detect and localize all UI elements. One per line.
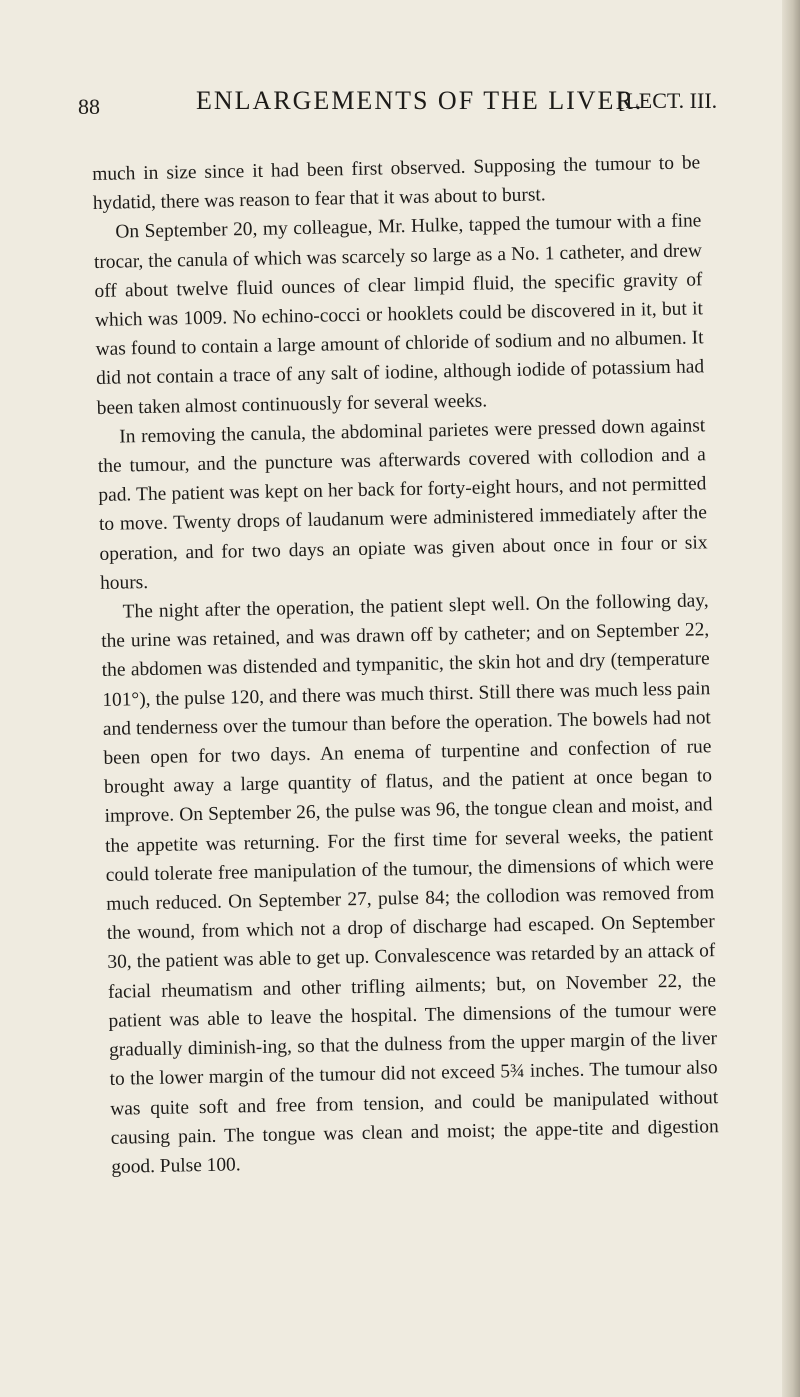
paragraph-tapping: On September 20, my colleague, Mr. Hulke, tapped the tumour with a fine trocar, the canula of which was scarcely so large as a No. 1 catheter, and drew off about twelve fluid ounces of clear limpid fluid, the specific gravity of which was 1009. No echino-cocci or hooklets could be discovered in it, but it was found to contain a large amount of chloride of sodium and no albumen. It did not contain a trace of any salt of iodine, although iodide of potassium had been taken almost continuously for several weeks. [93, 210, 705, 419]
lecture-reference: [LECT. III. [618, 88, 718, 113]
body-text [92, 148, 720, 1182]
page-number: 88 [78, 94, 100, 119]
paragraph-recovery: The night after the operation, the patient slept well. On the following day, the urine was retained, and was drawn off by catheter; and on September 22, the abdomen was distended and tympanitic, the skin hot and dry (temperature 101°), the pulse 120, and there was much thirst. Still there was much less pain and tenderness over the tumour than before the operation. The bowels had not been open for two days. An enema of turpentine and confection of rue brought away a large quantity of flatus, and the patient at once began to improve. On September 26, the pulse was 96, the tongue clean and moist, and the appetite was returning. For the first time for several weeks, the patient could tolerate free manipulation of the tumour, the dimensions of which were much reduced. On September 27, pulse 84; the collodion was removed from the wound, from which not a drop of discharge had escaped. On September 30, the patient was able to get up. Convalescence was retarded by an attack of facial rheumatism and other trifling ailments; but, on November 22, the patient was able to leave the hospital. The dimensions of the tumour were gradually diminish-ing, so that the dulness from the upper margin of the liver to the lower margin of the tumour did not exceed 5¾ inches. The tumour also was quite soft and free from tension, and could be manipulated without causing pain. The tongue was clean and moist; the appe-tite and digestion good. Pulse 100. [101, 590, 719, 1178]
page-edge-shadow [782, 0, 800, 1397]
paragraph-canula-removal: In removing the canula, the abdominal parietes were pressed down against the tumour, and the puncture was afterwards covered with collodion and a pad. The patient was kept on her back for forty-eight hours, and not permitted to move. Twenty drops of laudanum were administered immediately after the operation, and for two days an opiate was given about once in four or six hours. [97, 415, 708, 594]
running-title: ENLARGEMENTS OF THE LIVER. [196, 86, 644, 115]
page-header [78, 80, 718, 120]
paragraph-continuation: much in size since it had been first observed. Supposing the tumour to be hydatid, there was reason to fear that it was about to burst. [92, 152, 701, 215]
